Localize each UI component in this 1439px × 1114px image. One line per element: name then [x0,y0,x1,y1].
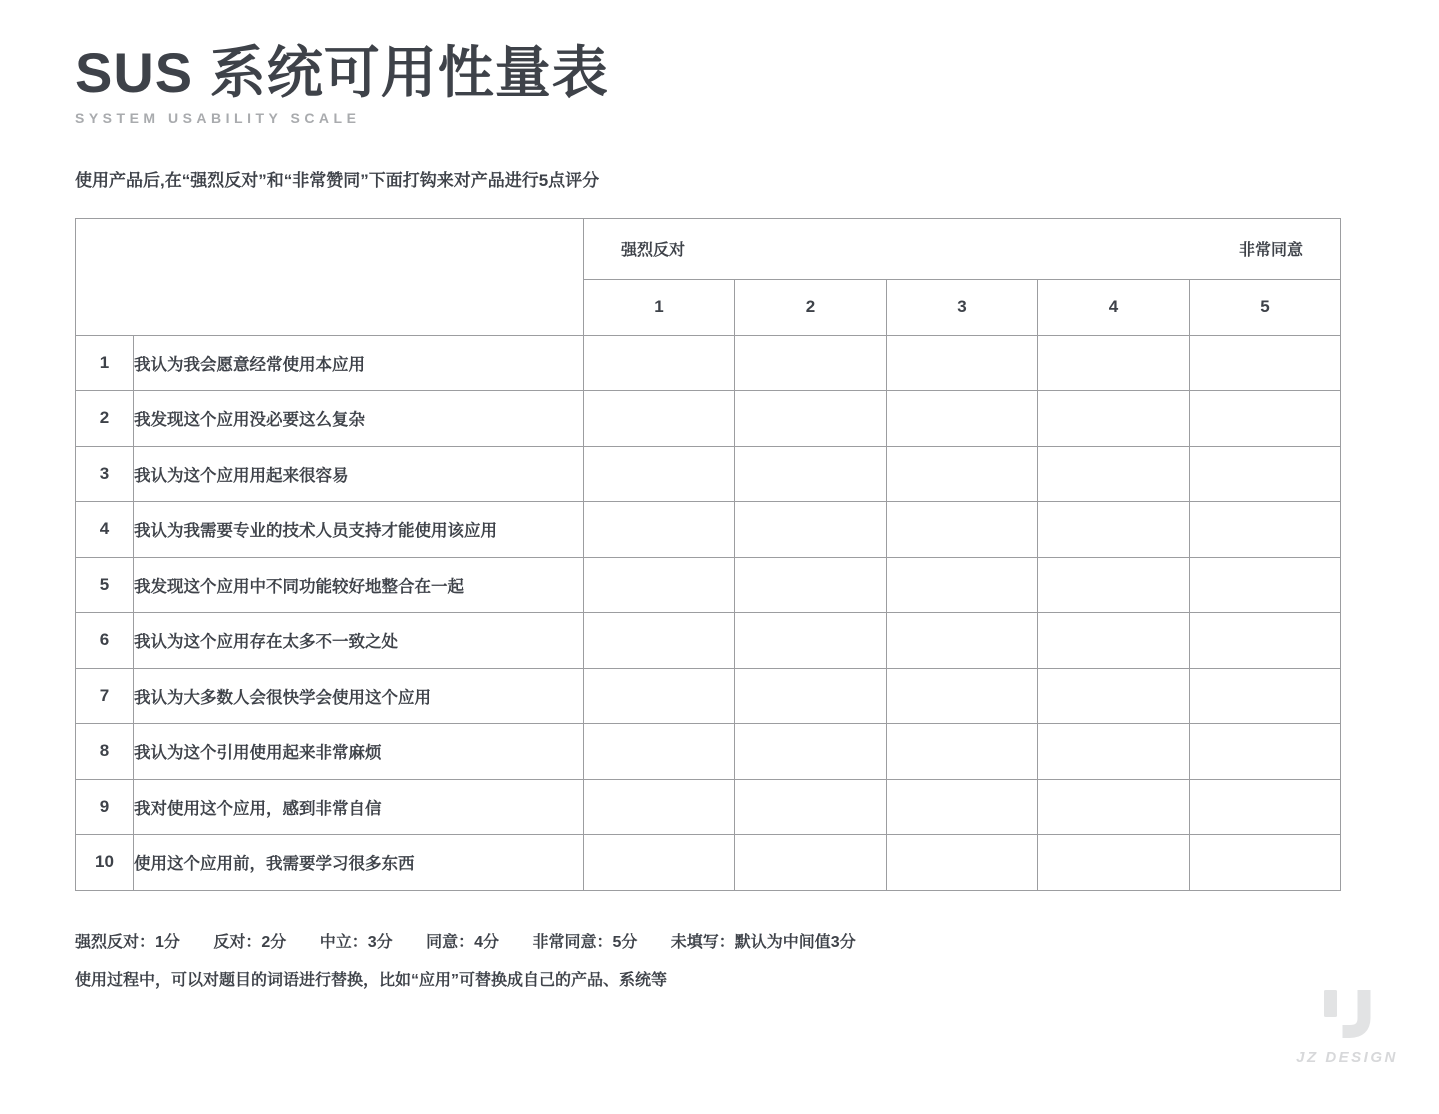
question-number: 7 [76,668,134,724]
rating-cell-q4-1[interactable] [584,502,735,558]
rating-cell-q5-2[interactable] [735,557,887,613]
question-row [76,779,1341,835]
page-subtitle: SYSTEM USABILITY SCALE [75,109,361,126]
question-row [76,835,1341,891]
scoring-note-segment: 强烈反对：1分 [75,933,180,951]
rating-cell-q4-4[interactable] [1038,502,1190,558]
rating-cell-q8-3[interactable] [887,724,1038,780]
rating-cell-q5-3[interactable] [887,557,1038,613]
rating-cell-q4-2[interactable] [735,502,887,558]
replacement-note: 使用过程中，可以对题目的词语进行替换，比如“应用”可替换成自己的产品、系统等 [75,971,668,989]
question-text: 我认为这个应用存在太多不一致之处 [134,613,584,669]
scoring-note-segment: 中立：3分 [319,933,393,951]
question-row [76,557,1341,613]
rating-cell-q1-3[interactable] [887,335,1038,391]
rating-cell-q5-5[interactable] [1190,557,1341,613]
scale-point-5: 5 [1190,279,1341,335]
rating-cell-q2-4[interactable] [1038,391,1190,447]
scale-point-1: 1 [584,279,735,335]
question-text: 使用这个应用前，我需要学习很多东西 [134,835,584,891]
rating-cell-q8-2[interactable] [735,724,887,780]
rating-cell-q6-2[interactable] [735,613,887,669]
scale-point-4: 4 [1038,279,1190,335]
question-number: 5 [76,557,134,613]
scale-label-strongly-agree: 非常同意 [1239,242,1304,260]
scoring-note-segment: 反对：2分 [213,933,287,951]
rating-cell-q8-5[interactable] [1190,724,1341,780]
scoring-note-segment: 非常同意：5分 [532,933,638,951]
scale-labels-row [76,218,1341,279]
rating-cell-q9-1[interactable] [584,779,735,835]
rating-cell-q2-2[interactable] [735,391,887,447]
scale-label-strongly-disagree: 强烈反对 [621,242,686,260]
question-row [76,391,1341,447]
question-text: 我认为这个引用使用起来非常麻烦 [134,724,584,780]
rating-cell-q10-5[interactable] [1190,835,1341,891]
scoring-note-segment: 未填写：默认为中间值3分 [670,933,856,951]
question-text: 我认为这个应用用起来很容易 [134,446,584,502]
question-number: 1 [76,335,134,391]
question-row [76,724,1341,780]
rating-cell-q9-3[interactable] [887,779,1038,835]
rating-cell-q1-4[interactable] [1038,335,1190,391]
scale-labels-cell [584,218,1341,279]
rating-cell-q1-1[interactable] [584,335,735,391]
rating-cell-q6-3[interactable] [887,613,1038,669]
question-number: 8 [76,724,134,780]
rating-cell-q7-4[interactable] [1038,668,1190,724]
rating-cell-q5-1[interactable] [584,557,735,613]
instruction-text: 使用产品后,在“强烈反对”和“非常赞同”下面打钩来对产品进行5点评分 [75,170,600,190]
jz-design-logo [1295,988,1399,1066]
scoring-note-segment: 同意：4分 [426,933,499,951]
page-title: SUS 系统可用性量表 [75,41,609,104]
sus-rating-table [75,218,1341,891]
rating-cell-q3-3[interactable] [887,446,1038,502]
rating-cell-q9-4[interactable] [1038,779,1190,835]
table-corner-cell [76,218,584,335]
question-text: 我发现这个应用中不同功能较好地整合在一起 [134,557,584,613]
rating-cell-q10-2[interactable] [735,835,887,891]
rating-cell-q6-4[interactable] [1038,613,1190,669]
rating-cell-q10-4[interactable] [1038,835,1190,891]
rating-cell-q1-5[interactable] [1190,335,1341,391]
scale-labels [584,237,1340,260]
sus-questionnaire-page [0,41,1439,1066]
question-number: 10 [76,835,134,891]
scale-point-2: 2 [735,279,887,335]
page-header [75,42,1364,126]
rating-cell-q10-3[interactable] [887,835,1038,891]
rating-cell-q9-2[interactable] [735,779,887,835]
rating-cell-q7-5[interactable] [1190,668,1341,724]
scale-point-3: 3 [887,279,1038,335]
question-text: 我认为我会愿意经常使用本应用 [134,335,584,391]
question-number: 6 [76,613,134,669]
rating-cell-q5-4[interactable] [1038,557,1190,613]
jz-logo-text: JZ DESIGN [1296,1049,1398,1066]
question-row [76,502,1341,558]
rating-cell-q9-5[interactable] [1190,779,1341,835]
question-row [76,335,1341,391]
rating-cell-q3-2[interactable] [735,446,887,502]
question-row [76,668,1341,724]
footer-notes [75,929,1364,990]
rating-cell-q7-3[interactable] [887,668,1038,724]
question-row [76,446,1341,502]
rating-cell-q3-5[interactable] [1190,446,1341,502]
rating-cell-q7-2[interactable] [735,668,887,724]
rating-cell-q2-1[interactable] [584,391,735,447]
rating-cell-q7-1[interactable] [584,668,735,724]
rating-cell-q6-5[interactable] [1190,613,1341,669]
jz-logo-mark-icon [1323,988,1371,1038]
rating-cell-q4-5[interactable] [1190,502,1341,558]
rating-cell-q2-3[interactable] [887,391,1038,447]
question-number: 4 [76,502,134,558]
question-number: 3 [76,446,134,502]
question-number: 9 [76,779,134,835]
question-text: 我发现这个应用没必要这么复杂 [134,391,584,447]
question-text: 我认为我需要专业的技术人员支持才能使用该应用 [134,502,584,558]
question-row [76,613,1341,669]
question-text: 我认为大多数人会很快学会使用这个应用 [134,668,584,724]
question-rows [76,335,1341,890]
question-number: 2 [76,391,134,447]
rating-cell-q1-2[interactable] [735,335,887,391]
question-text: 我对使用这个应用，感到非常自信 [134,779,584,835]
scoring-note [75,929,1364,952]
rating-cell-q8-1[interactable] [584,724,735,780]
rating-cell-q4-3[interactable] [887,502,1038,558]
rating-cell-q6-1[interactable] [584,613,735,669]
rating-cell-q2-5[interactable] [1190,391,1341,447]
rating-cell-q10-1[interactable] [584,835,735,891]
rating-cell-q3-1[interactable] [584,446,735,502]
rating-cell-q8-4[interactable] [1038,724,1190,780]
rating-cell-q3-4[interactable] [1038,446,1190,502]
